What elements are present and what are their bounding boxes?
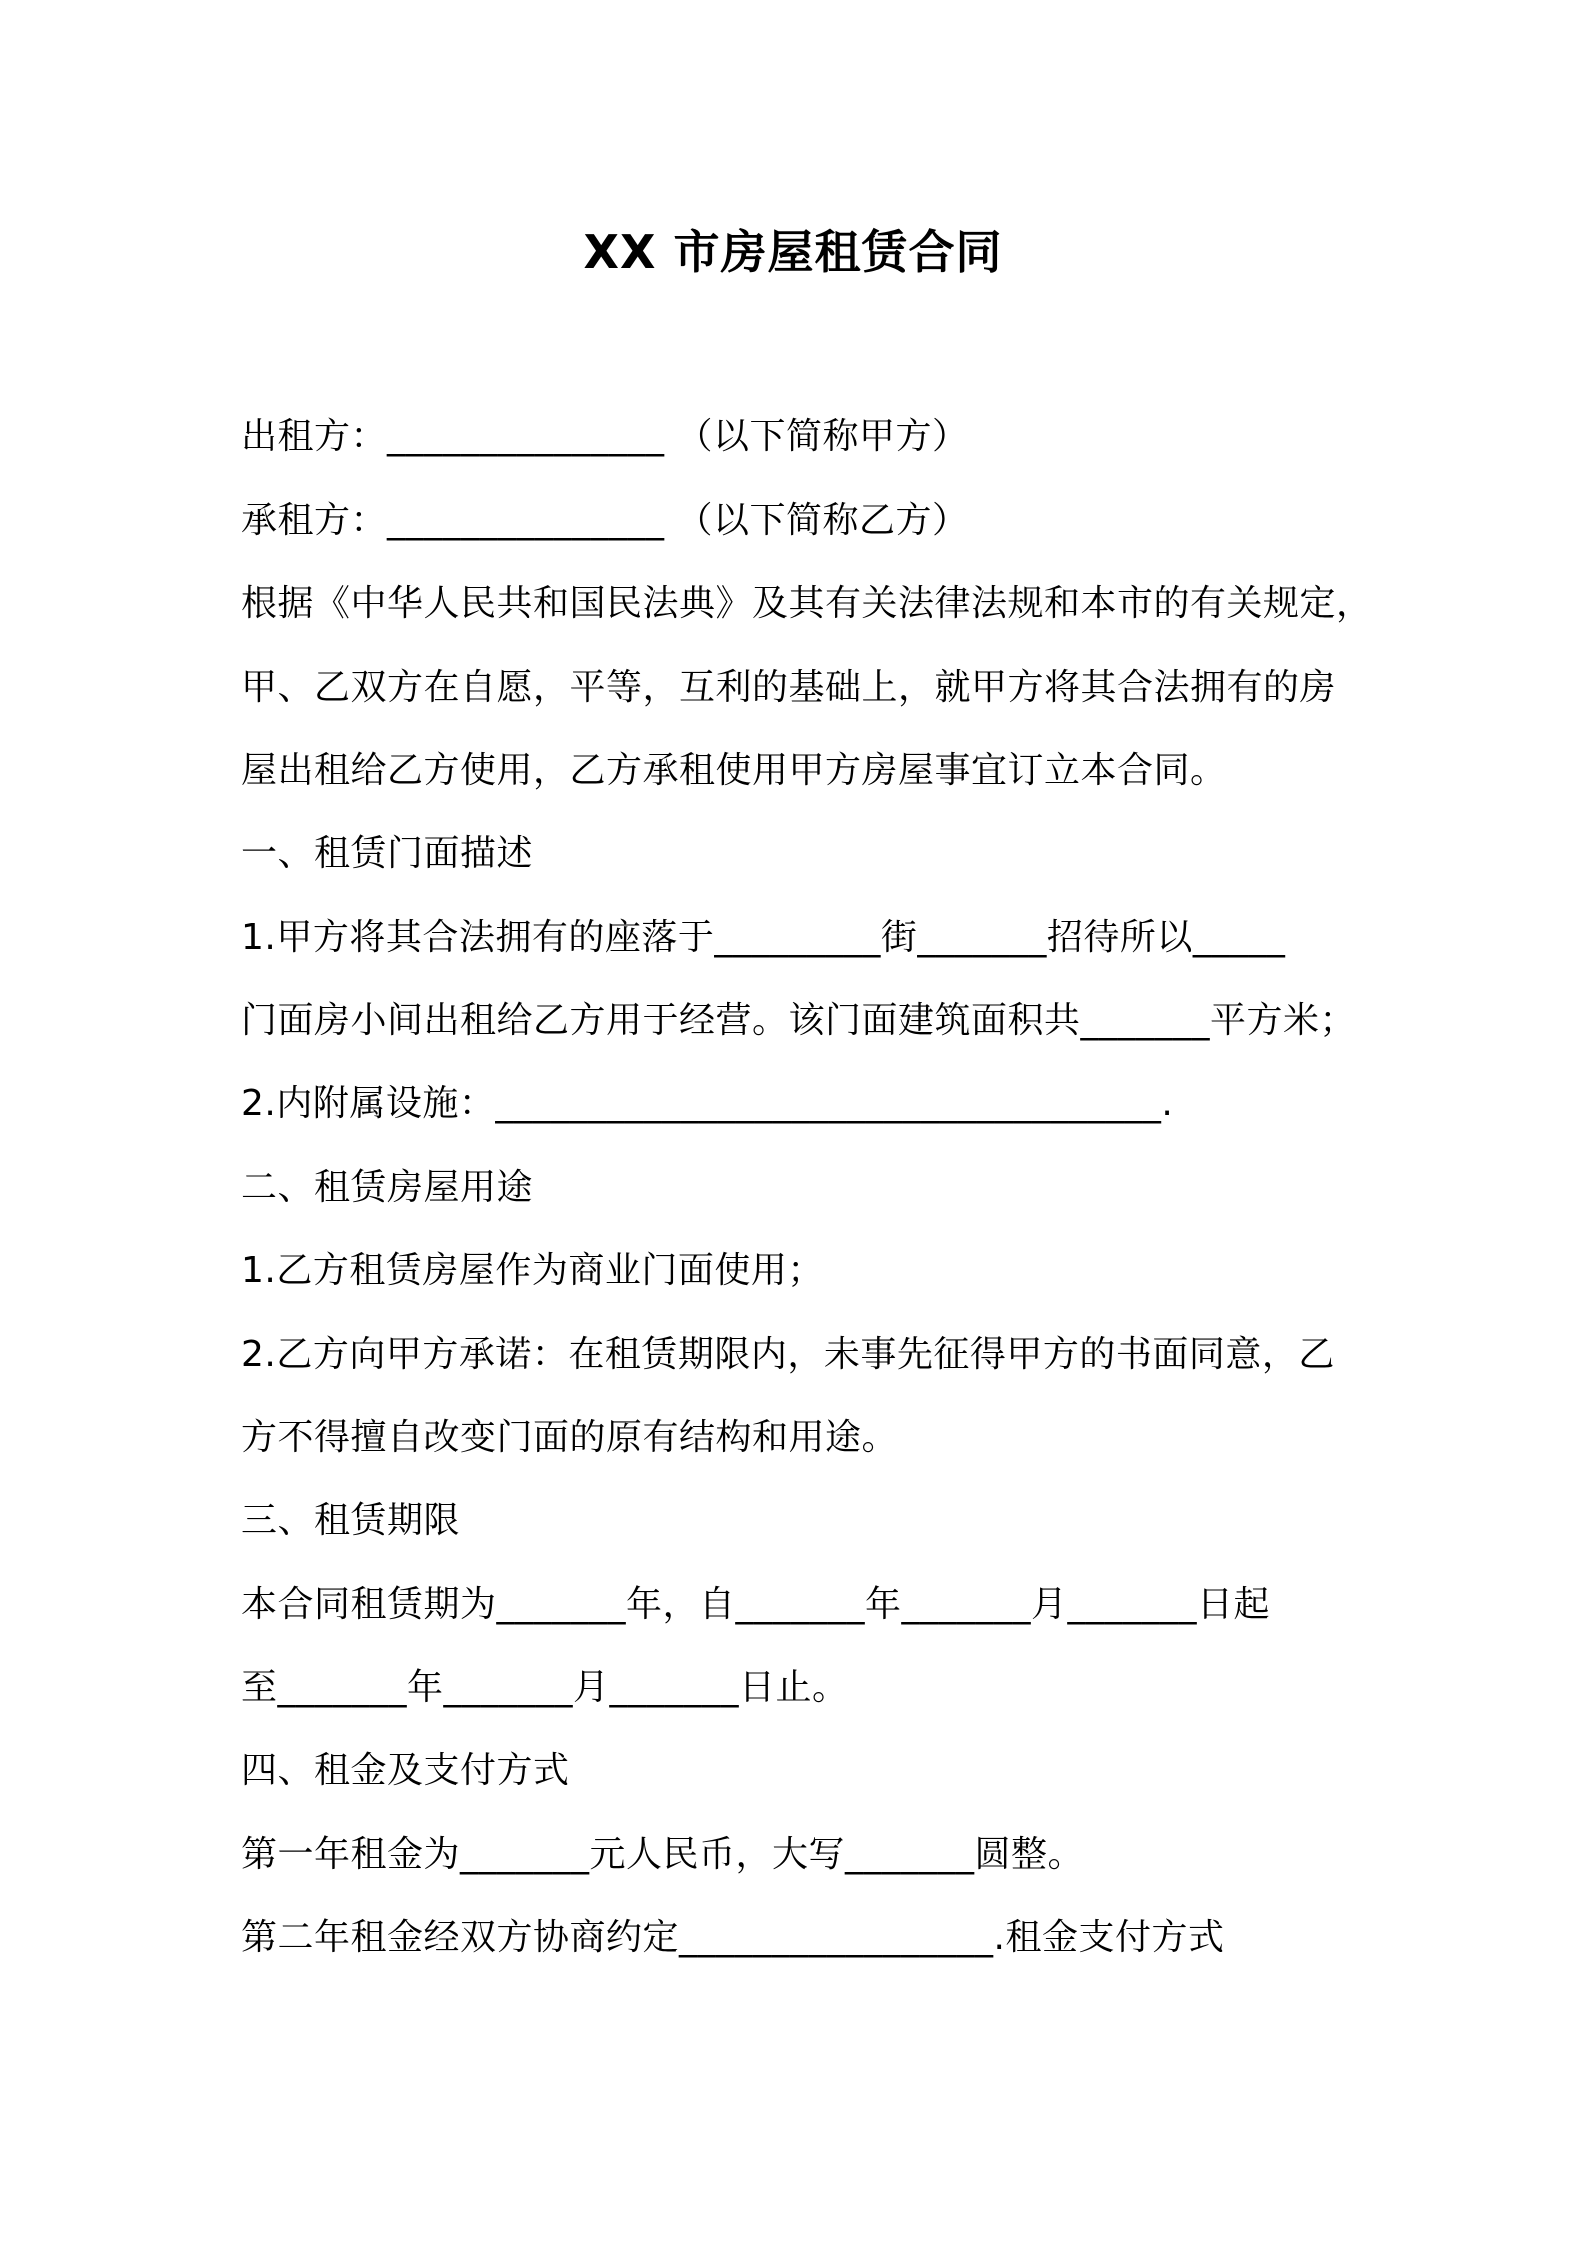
section-heading-1: 一、租赁门面描述 bbox=[241, 833, 534, 874]
clause-line: 门面房小间出租给乙方用于经营。该门面建筑面积共_______平方米； bbox=[241, 1000, 1357, 1041]
clause-line: 2.乙方向甲方承诺：在租赁期限内，未事先征得甲方的书面同意，乙 bbox=[241, 1334, 1335, 1375]
section-heading-4: 四、租金及支付方式 bbox=[241, 1750, 570, 1791]
paragraph-line: 甲、乙双方在自愿，平等，互利的基础上，就甲方将其合法拥有的房 bbox=[241, 667, 1337, 708]
section-heading-2: 二、租赁房屋用途 bbox=[241, 1167, 534, 1208]
clause-line: 至_______年_______月_______日止。 bbox=[241, 1667, 849, 1708]
paragraph-line: 根据《中华人民共和国民法典》及其有关法律法规和本市的有关规定， bbox=[241, 583, 1373, 624]
lessee-line: 承租方：_______________ （以下简称乙方） bbox=[241, 500, 969, 541]
clause-line: 本合同租赁期为_______年，自_______年_______月_______日起 bbox=[241, 1584, 1271, 1625]
section-heading-3: 三、租赁期限 bbox=[241, 1500, 461, 1541]
clause-line: 1.乙方租赁房屋作为商业门面使用； bbox=[241, 1250, 824, 1291]
lessor-line: 出租方：_______________ （以下简称甲方） bbox=[241, 416, 969, 457]
clause-line: 第一年租金为_______元人民币，大写_______圆整。 bbox=[241, 1834, 1085, 1875]
clause-line: 第二年租金经双方协商约定_________________.租金支付方式 bbox=[241, 1917, 1225, 1958]
paragraph-line: 屋出租给乙方使用，乙方承租使用甲方房屋事宜订立本合同。 bbox=[241, 750, 1227, 791]
clause-line: 1.甲方将其合法拥有的座落于_________街_______招待所以_____ bbox=[241, 917, 1286, 958]
clause-line: 2.内附属设施：____________________________________. bbox=[241, 1083, 1174, 1124]
clause-line: 方不得擅自改变门面的原有结构和用途。 bbox=[241, 1417, 899, 1458]
document-title: XX 市房屋租赁合同 bbox=[583, 225, 1003, 279]
